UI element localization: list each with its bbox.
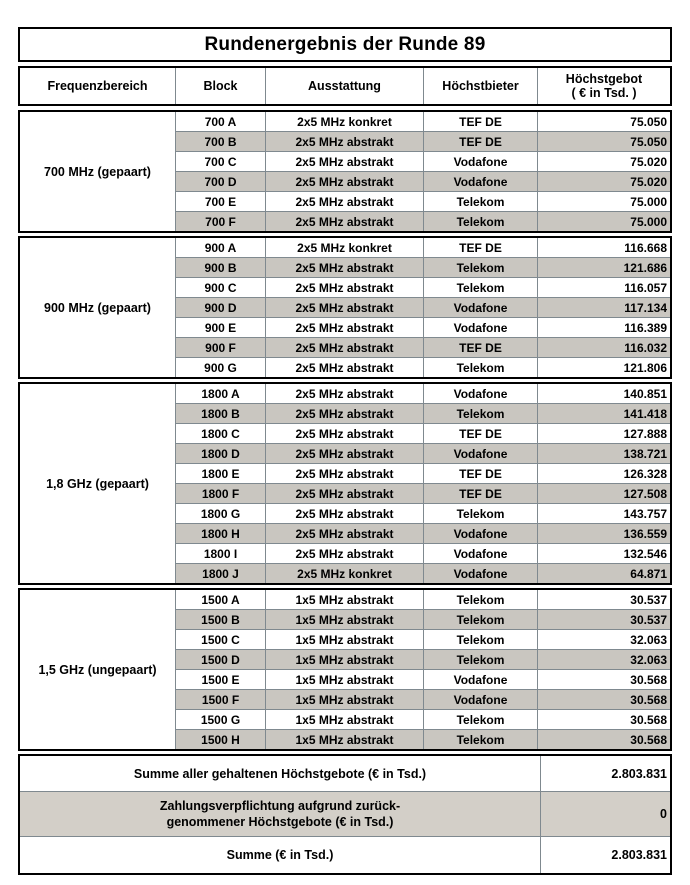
cell-block: 1800 F [201, 486, 240, 501]
band-label: 1,8 GHz (gepaart) [20, 384, 176, 583]
cell-ausstattung: 2x5 MHz abstrakt [265, 172, 423, 191]
cell-block: 700 D [204, 174, 237, 189]
cell-block: 700 F [205, 214, 236, 229]
table-row [176, 523, 670, 543]
cell-hoechstgebot: 32.063 [537, 650, 670, 669]
cell-ausstattung: 2x5 MHz abstrakt [265, 384, 423, 403]
cell-ausstattung: 2x5 MHz abstrakt [265, 464, 423, 483]
cell-ausstattung: 1x5 MHz abstrakt [265, 590, 423, 609]
cell-hoechstgebot: 138.721 [537, 444, 670, 463]
cell-ausstattung: 2x5 MHz abstrakt [265, 298, 423, 317]
table-row [176, 384, 670, 403]
cell-ausstattung: 2x5 MHz konkret [265, 564, 423, 583]
cell-block: 900 E [204, 320, 237, 335]
cell-hoechstgebot: 116.389 [537, 318, 670, 337]
cell-block: 900 C [204, 280, 237, 295]
cell-ausstattung: 2x5 MHz abstrakt [265, 192, 423, 211]
cell-block: 700 E [204, 194, 237, 209]
cell-ausstattung: 2x5 MHz abstrakt [265, 504, 423, 523]
cell-block: 1800 J [202, 566, 239, 581]
cell-ausstattung: 1x5 MHz abstrakt [265, 670, 423, 689]
cell-hoechstbieter: Vodafone [423, 564, 537, 583]
cell-ausstattung: 1x5 MHz abstrakt [265, 610, 423, 629]
band-group [18, 236, 672, 379]
cell-ausstattung: 2x5 MHz abstrakt [265, 278, 423, 297]
cell-block: 1800 B [201, 406, 240, 421]
table-row [176, 337, 670, 357]
table-row [176, 629, 670, 649]
summary-label-line1: Zahlungsverpflichtung aufgrund zurück- [159, 799, 401, 813]
cell-hoechstgebot: 116.668 [537, 238, 670, 257]
cell-block: 1800 E [201, 466, 240, 481]
table-row [176, 443, 670, 463]
cell-hoechstbieter: Telekom [423, 610, 537, 629]
table-row [176, 131, 670, 151]
cell-ausstattung: 2x5 MHz konkret [265, 238, 423, 257]
summary-row-payment-obligation [20, 791, 670, 836]
cell-block: 700 B [204, 134, 237, 149]
cell-hoechstbieter: Vodafone [423, 152, 537, 171]
table-row [176, 171, 670, 191]
cell-block: 1500 H [201, 732, 240, 747]
cell-hoechstgebot: 75.000 [537, 212, 670, 231]
table-row [176, 463, 670, 483]
cell-ausstattung: 2x5 MHz abstrakt [265, 404, 423, 423]
cell-ausstattung: 1x5 MHz abstrakt [265, 710, 423, 729]
cell-hoechstgebot: 30.537 [537, 590, 670, 609]
table-row [176, 211, 670, 231]
cell-hoechstbieter: Vodafone [423, 384, 537, 403]
cell-hoechstgebot: 121.806 [537, 358, 670, 377]
cell-hoechstgebot: 75.020 [537, 152, 670, 171]
cell-ausstattung: 2x5 MHz abstrakt [265, 484, 423, 503]
cell-block: 1500 F [201, 692, 240, 707]
cell-hoechstgebot: 64.871 [537, 564, 670, 583]
table-row [176, 423, 670, 443]
band-group [18, 588, 672, 751]
summary-value: 2.803.831 [540, 756, 670, 791]
cell-hoechstbieter: Telekom [423, 710, 537, 729]
table-row [176, 403, 670, 423]
cell-hoechstbieter: TEF DE [423, 464, 537, 483]
cell-hoechstgebot: 30.568 [537, 730, 670, 749]
title-box [18, 27, 672, 62]
header-hoechstgebot-line1: Höchstgebot [565, 72, 643, 86]
table-row [176, 590, 670, 609]
header-block: Block [203, 79, 238, 93]
cell-hoechstbieter: Telekom [423, 278, 537, 297]
cell-ausstattung: 2x5 MHz abstrakt [265, 338, 423, 357]
cell-hoechstbieter: TEF DE [423, 424, 537, 443]
cell-block: 700 A [204, 114, 237, 129]
cell-ausstattung: 1x5 MHz abstrakt [265, 650, 423, 669]
header-ausstattung: Ausstattung [265, 68, 423, 104]
cell-hoechstbieter: Telekom [423, 504, 537, 523]
cell-hoechstgebot: 75.020 [537, 172, 670, 191]
cell-hoechstbieter: Vodafone [423, 172, 537, 191]
band-label: 700 MHz (gepaart) [20, 112, 176, 231]
cell-hoechstbieter: Telekom [423, 404, 537, 423]
cell-hoechstgebot: 141.418 [537, 404, 670, 423]
table-row [176, 112, 670, 131]
cell-block: 1500 A [201, 592, 240, 607]
table-row [176, 649, 670, 669]
cell-block: 1800 C [201, 426, 240, 441]
cell-block: 900 B [204, 260, 237, 275]
table-row [176, 729, 670, 749]
summary-box [18, 754, 672, 875]
cell-hoechstgebot: 116.032 [537, 338, 670, 357]
summary-label-line2: genommener Höchstgebote (€ in Tsd.) [166, 815, 394, 829]
cell-block: 1500 E [201, 672, 240, 687]
cell-hoechstbieter: TEF DE [423, 484, 537, 503]
page-title: Rundenergebnis der Runde 89 [204, 33, 486, 55]
table-row [176, 238, 670, 257]
table-row [176, 669, 670, 689]
table-row [176, 277, 670, 297]
header-hoechstgebot-line2: ( € in Tsd. ) [571, 86, 637, 100]
table-row [176, 257, 670, 277]
cell-ausstattung: 1x5 MHz abstrakt [265, 730, 423, 749]
cell-hoechstgebot: 140.851 [537, 384, 670, 403]
header-frequenzbereich: Frequenzbereich [20, 68, 176, 104]
summary-label [20, 792, 540, 836]
cell-hoechstgebot: 127.888 [537, 424, 670, 443]
table-row [176, 609, 670, 629]
cell-hoechstgebot: 126.328 [537, 464, 670, 483]
table-row [176, 543, 670, 563]
table-row [176, 709, 670, 729]
cell-ausstattung: 2x5 MHz abstrakt [265, 318, 423, 337]
header-hoechstbieter: Höchstbieter [423, 68, 537, 104]
cell-ausstattung: 1x5 MHz abstrakt [265, 630, 423, 649]
cell-hoechstgebot: 143.757 [537, 504, 670, 523]
table-row [176, 317, 670, 337]
cell-ausstattung: 2x5 MHz konkret [265, 112, 423, 131]
cell-hoechstgebot: 30.537 [537, 610, 670, 629]
cell-block: 900 F [205, 340, 236, 355]
cell-hoechstgebot: 132.546 [537, 544, 670, 563]
cell-hoechstgebot: 75.000 [537, 192, 670, 211]
cell-hoechstgebot: 30.568 [537, 690, 670, 709]
cell-hoechstbieter: TEF DE [423, 132, 537, 151]
cell-block: 700 C [204, 154, 237, 169]
band-label: 900 MHz (gepaart) [20, 238, 176, 377]
band-group [18, 110, 672, 233]
cell-hoechstbieter: Telekom [423, 358, 537, 377]
header-hoechstgebot [537, 68, 670, 104]
cell-hoechstbieter: Telekom [423, 650, 537, 669]
summary-row-total-bids [20, 756, 670, 791]
band-groups [18, 110, 672, 751]
band-rows [176, 384, 670, 583]
cell-hoechstbieter: Vodafone [423, 444, 537, 463]
table-row [176, 357, 670, 377]
cell-hoechstbieter: Telekom [423, 258, 537, 277]
cell-ausstattung: 2x5 MHz abstrakt [265, 544, 423, 563]
cell-hoechstgebot: 30.568 [537, 670, 670, 689]
cell-block: 900 A [204, 240, 237, 255]
cell-block: 1800 I [203, 546, 238, 561]
cell-hoechstbieter: Telekom [423, 192, 537, 211]
cell-hoechstgebot: 117.134 [537, 298, 670, 317]
cell-ausstattung: 1x5 MHz abstrakt [265, 690, 423, 709]
cell-hoechstbieter: Vodafone [423, 670, 537, 689]
cell-hoechstbieter: Vodafone [423, 524, 537, 543]
cell-hoechstgebot: 75.050 [537, 132, 670, 151]
cell-block: 1800 D [201, 446, 240, 461]
cell-block: 1500 D [201, 652, 240, 667]
cell-block: 1800 A [201, 386, 240, 401]
cell-hoechstbieter: TEF DE [423, 238, 537, 257]
table-row [176, 563, 670, 583]
table-row [176, 297, 670, 317]
summary-value: 2.803.831 [540, 837, 670, 873]
cell-hoechstgebot: 30.568 [537, 710, 670, 729]
cell-ausstattung: 2x5 MHz abstrakt [265, 444, 423, 463]
cell-hoechstgebot: 121.686 [537, 258, 670, 277]
cell-block: 1800 G [200, 506, 241, 521]
cell-hoechstbieter: Vodafone [423, 690, 537, 709]
column-header-row [18, 66, 672, 106]
cell-block: 1500 B [201, 612, 240, 627]
summary-row-grand-total [20, 836, 670, 873]
cell-hoechstgebot: 75.050 [537, 112, 670, 131]
round-result-page [18, 27, 672, 875]
cell-hoechstbieter: Vodafone [423, 544, 537, 563]
cell-block: 1500 G [200, 712, 241, 727]
cell-hoechstbieter: Vodafone [423, 318, 537, 337]
cell-ausstattung: 2x5 MHz abstrakt [265, 212, 423, 231]
cell-ausstattung: 2x5 MHz abstrakt [265, 152, 423, 171]
band-rows [176, 112, 670, 231]
cell-hoechstgebot: 127.508 [537, 484, 670, 503]
summary-value: 0 [540, 792, 670, 836]
table-row [176, 503, 670, 523]
table-row [176, 151, 670, 171]
band-rows [176, 238, 670, 377]
cell-ausstattung: 2x5 MHz abstrakt [265, 424, 423, 443]
cell-block: 1500 C [201, 632, 240, 647]
cell-hoechstbieter: Telekom [423, 590, 537, 609]
summary-label-line1: Summe (€ in Tsd.) [226, 848, 334, 862]
cell-hoechstgebot: 136.559 [537, 524, 670, 543]
table-row [176, 191, 670, 211]
table-row [176, 483, 670, 503]
cell-hoechstbieter: Telekom [423, 212, 537, 231]
band-label: 1,5 GHz (ungepaart) [20, 590, 176, 749]
cell-block: 900 D [204, 300, 237, 315]
summary-label-line1: Summe aller gehaltenen Höchstgebote (€ in Tsd.) [133, 766, 427, 781]
cell-hoechstgebot: 116.057 [537, 278, 670, 297]
cell-ausstattung: 2x5 MHz abstrakt [265, 258, 423, 277]
cell-hoechstbieter: Telekom [423, 730, 537, 749]
cell-hoechstbieter: TEF DE [423, 112, 537, 131]
cell-hoechstgebot: 32.063 [537, 630, 670, 649]
table-row [176, 689, 670, 709]
band-rows [176, 590, 670, 749]
cell-ausstattung: 2x5 MHz abstrakt [265, 524, 423, 543]
cell-ausstattung: 2x5 MHz abstrakt [265, 358, 423, 377]
summary-label [20, 756, 540, 791]
summary-label [20, 837, 540, 873]
cell-hoechstbieter: TEF DE [423, 338, 537, 357]
cell-block: 900 G [204, 360, 237, 375]
band-group [18, 382, 672, 585]
cell-ausstattung: 2x5 MHz abstrakt [265, 132, 423, 151]
cell-hoechstbieter: Vodafone [423, 298, 537, 317]
cell-hoechstbieter: Telekom [423, 630, 537, 649]
cell-block: 1800 H [201, 526, 240, 541]
